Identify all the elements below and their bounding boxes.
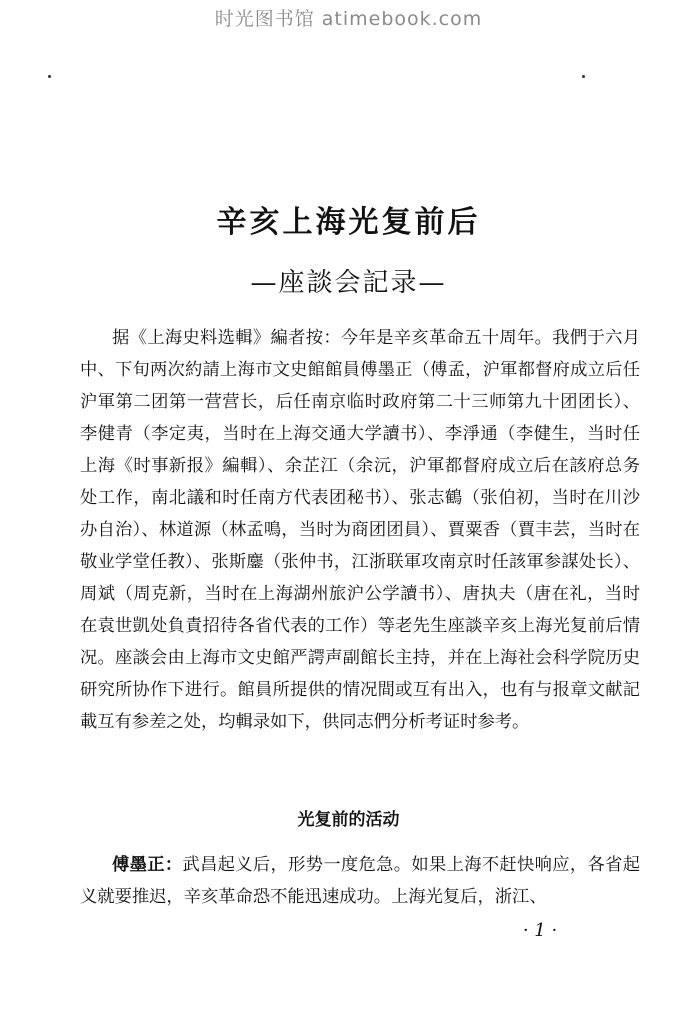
speech-paragraph (80, 849, 640, 913)
page-title: 辛亥上海光复前后 (216, 205, 481, 240)
scan-speck (48, 75, 51, 78)
page-subtitle: —座談会記录— (250, 268, 447, 298)
speaker-name: 傅墨正： (112, 855, 183, 875)
section-heading: 光复前的活动 (297, 810, 400, 830)
watermark: 时光图书馆 atimebook.com (214, 8, 483, 30)
editor-note-paragraph: 据《上海史料选輯》編者按：今年是辛亥革命五十周年。我們于六月中、下旬两次約請上海市文史館館員傅墨正（傅孟，沪軍都督府成立后任沪軍第二团第一营营长，后任南京临时政府第二十三师第九十团团长）、李健青（李定夷，当时在上海交通大学讀书）、李淨通（李健生，当时任上海《时事新报》編輯）、余芷江（余沅，沪軍都督府成立后在該府总务处工作，南北議和时任南方代表团秘书）、张志鶴（张伯初，当时在川沙办自治）、林道源（林孟鳴，当时为商团团員）、賈粟香（賈丰芸，当时在敬业学堂任教）、张斯鏖（张仲书，江浙联軍攻南京时任該軍参謀处长）、周斌（周克新，当时在上海湖州旅沪公学讀书）、唐执夫（唐在礼，当时在袁世凱处負責招待各省代表的工作）等老先生座談辛亥上海光复前后情况。座談会由上海市文史館严諤声副館长主持，并在上海社会科学院历史研究所协作下进行。館員所提供的情况間或互有出入，也有与报章文献記載互有参差之处，均輯录如下，供同志們分析考证时参考。 (80, 328, 640, 732)
speech-text: 武昌起义后，形势一度危急。如果上海不赶快响应，各省起义就要推迟，辛亥革命恐不能迅速成功。上海光复后，浙江、 (80, 855, 640, 907)
scan-speck (582, 75, 585, 78)
page-number: · 1 · (522, 920, 558, 941)
